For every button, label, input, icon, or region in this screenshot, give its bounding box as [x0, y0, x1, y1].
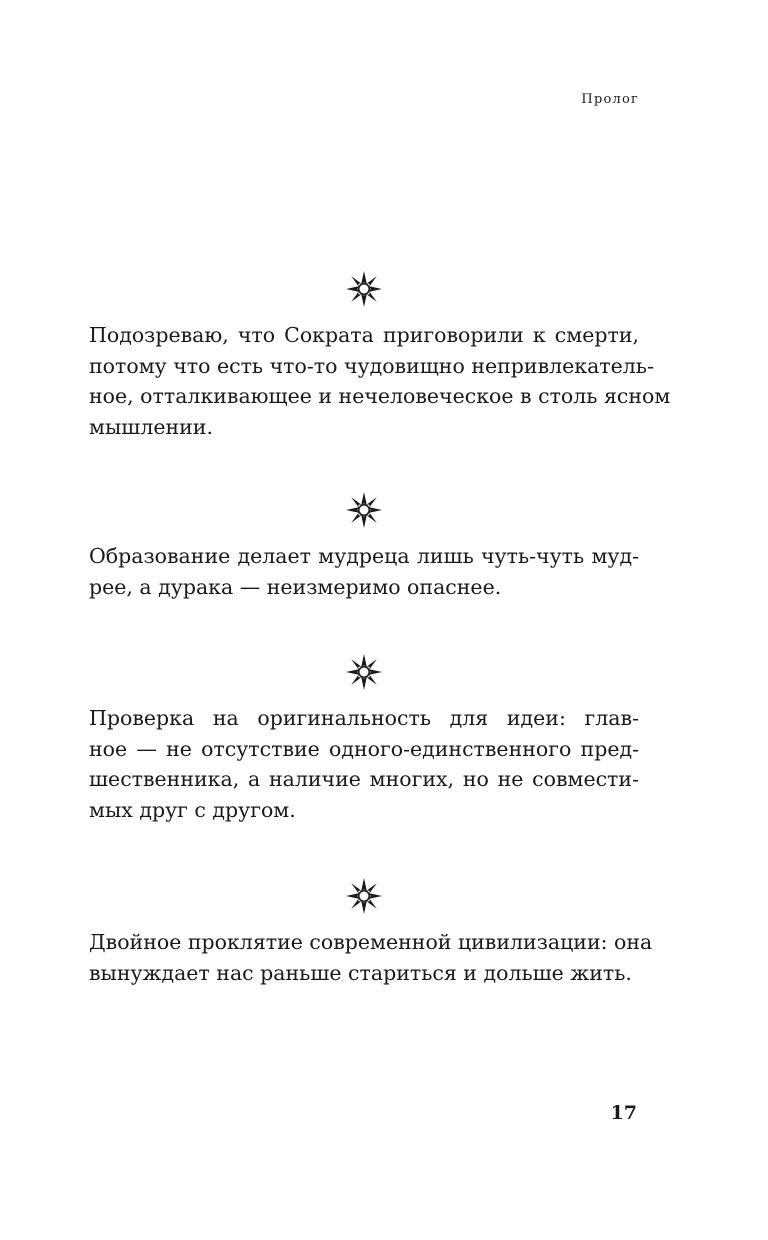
text-line: рее, а дурака — неизмеримо опаснее. [89, 574, 502, 599]
text-line: мых друг с другом. [89, 797, 296, 822]
running-header: Пролог [581, 92, 639, 107]
text-line: Подозреваю, что Сократа приговорили к смерти, [89, 323, 639, 347]
page-number: 17 [610, 1102, 637, 1124]
aphorism-2 [89, 491, 639, 602]
aphorism-4 [89, 877, 653, 988]
aphorism-1 [89, 270, 671, 442]
text-line: Двойное проклятие современной цивилизации: она [89, 930, 653, 954]
star-separator-icon [345, 877, 383, 915]
aphorism-text [89, 703, 639, 825]
text-line: шественника, а наличие многих, но не совмести- [89, 767, 639, 791]
star-separator-icon [345, 653, 383, 691]
text-line: Проверка на оригинальность для идеи: глав- [89, 706, 639, 730]
text-line: ное, отталкивающее и нечеловеческое в столь ясном [89, 384, 671, 408]
aphorism-text [89, 541, 639, 602]
text-line: ное — не отсутствие одного-единственного пред- [89, 736, 639, 761]
text-line: мышлении. [89, 414, 213, 439]
aphorism-text [89, 927, 653, 988]
star-separator-icon [345, 270, 383, 308]
text-line: Образование делает мудреца лишь чуть-чуть муд- [89, 544, 639, 568]
aphorism-3 [89, 653, 639, 825]
text-line: потому что есть что-то чудовищно непривлекатель- [89, 353, 654, 378]
star-separator-icon [345, 491, 383, 529]
aphorism-text [89, 320, 671, 442]
text-line: вынуждает нас раньше стариться и дольше жить. [89, 960, 632, 985]
